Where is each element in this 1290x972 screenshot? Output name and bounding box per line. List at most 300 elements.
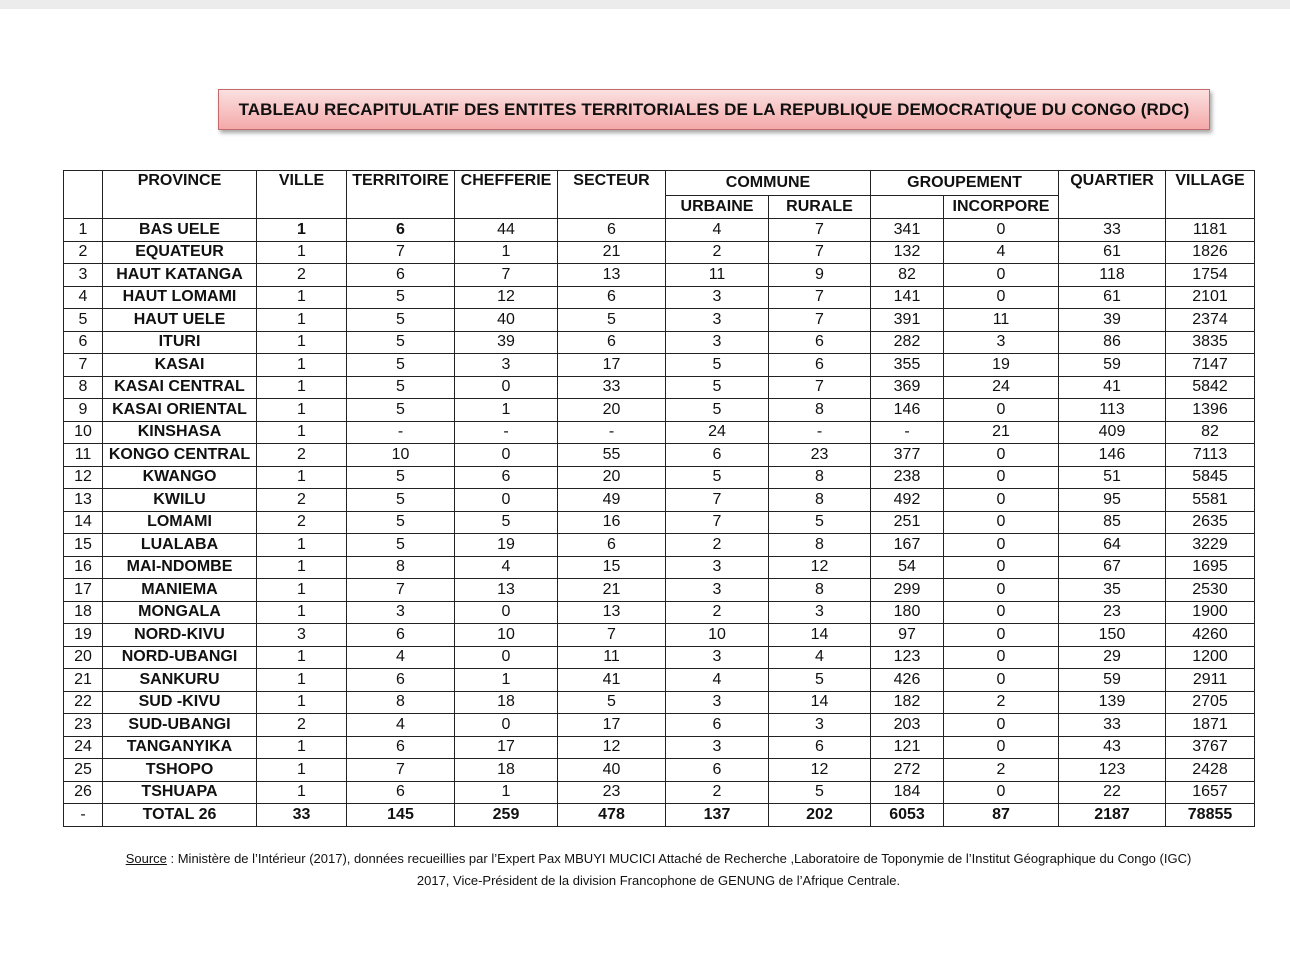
cell-quartier: 139 — [1059, 691, 1166, 714]
cell-ville: 1 — [257, 759, 347, 782]
cell-ville: 1 — [257, 331, 347, 354]
cell-village: 1826 — [1166, 241, 1255, 264]
cell-rurale: 3 — [769, 714, 871, 737]
cell-groupement: 391 — [871, 309, 944, 332]
cell-chefferie: 19 — [455, 534, 558, 557]
table-row — [64, 399, 1255, 422]
cell-chefferie: 6 — [455, 466, 558, 489]
cell-urbaine: 5 — [666, 466, 769, 489]
cell-index: 17 — [64, 579, 103, 602]
cell-index: 5 — [64, 309, 103, 332]
cell-index: 12 — [64, 466, 103, 489]
table-row — [64, 489, 1255, 512]
header-quartier: QUARTIER — [1059, 171, 1166, 219]
cell-urbaine: 2 — [666, 601, 769, 624]
cell-incorpore: 0 — [944, 264, 1059, 287]
cell-secteur: 21 — [558, 579, 666, 602]
header-index — [64, 171, 103, 219]
cell-incorpore: 0 — [944, 781, 1059, 804]
table-row — [64, 286, 1255, 309]
cell-secteur: 40 — [558, 759, 666, 782]
cell-urbaine: 6 — [666, 444, 769, 467]
cell-incorpore: 0 — [944, 714, 1059, 737]
total-quartier: 2187 — [1059, 804, 1166, 827]
cell-secteur: 55 — [558, 444, 666, 467]
cell-province: KASAI ORIENTAL — [103, 399, 257, 422]
cell-quartier: 123 — [1059, 759, 1166, 782]
cell-quartier: 409 — [1059, 421, 1166, 444]
cell-groupement: 272 — [871, 759, 944, 782]
cell-rurale: 8 — [769, 399, 871, 422]
cell-index: 16 — [64, 556, 103, 579]
cell-chefferie: 1 — [455, 399, 558, 422]
cell-ville: 1 — [257, 309, 347, 332]
cell-index: 4 — [64, 286, 103, 309]
cell-quartier: 61 — [1059, 286, 1166, 309]
table-row — [64, 421, 1255, 444]
cell-territoire: 6 — [347, 781, 455, 804]
cell-rurale: 14 — [769, 691, 871, 714]
cell-chefferie: 3 — [455, 354, 558, 377]
table-row — [64, 264, 1255, 287]
cell-village: 1871 — [1166, 714, 1255, 737]
cell-groupement: 251 — [871, 511, 944, 534]
cell-village: 1181 — [1166, 219, 1255, 242]
cell-incorpore: 0 — [944, 286, 1059, 309]
cell-secteur: 15 — [558, 556, 666, 579]
cell-index: 7 — [64, 354, 103, 377]
cell-urbaine: 6 — [666, 759, 769, 782]
cell-secteur: 12 — [558, 736, 666, 759]
cell-index: 9 — [64, 399, 103, 422]
cell-ville: 2 — [257, 264, 347, 287]
cell-index: 14 — [64, 511, 103, 534]
cell-index: 20 — [64, 646, 103, 669]
cell-secteur: 20 — [558, 466, 666, 489]
cell-secteur: 20 — [558, 399, 666, 422]
cell-incorpore: 11 — [944, 309, 1059, 332]
cell-province: TSHUAPA — [103, 781, 257, 804]
title-text: TABLEAU RECAPITULATIF DES ENTITES TERRITORIALES DE LA REPUBLIQUE DEMOCRATIQUE DU CONGO (RDC) — [238, 99, 1190, 119]
cell-urbaine: 4 — [666, 219, 769, 242]
cell-territoire: 5 — [347, 331, 455, 354]
cell-province: MAI-NDOMBE — [103, 556, 257, 579]
cell-urbaine: 3 — [666, 579, 769, 602]
cell-village: 7113 — [1166, 444, 1255, 467]
total-province: TOTAL 26 — [103, 804, 257, 827]
cell-incorpore: 3 — [944, 331, 1059, 354]
cell-village: 5845 — [1166, 466, 1255, 489]
total-territoire: 145 — [347, 804, 455, 827]
cell-groupement: 54 — [871, 556, 944, 579]
total-groupement: 6053 — [871, 804, 944, 827]
cell-rurale: 12 — [769, 556, 871, 579]
cell-rurale: 8 — [769, 579, 871, 602]
table-row — [64, 646, 1255, 669]
cell-territoire: 4 — [347, 714, 455, 737]
cell-index: 22 — [64, 691, 103, 714]
cell-urbaine: 3 — [666, 736, 769, 759]
cell-village: 2705 — [1166, 691, 1255, 714]
cell-rurale: 8 — [769, 489, 871, 512]
cell-urbaine: 3 — [666, 286, 769, 309]
cell-ville: 2 — [257, 444, 347, 467]
cell-secteur: 5 — [558, 309, 666, 332]
cell-index: 13 — [64, 489, 103, 512]
cell-rurale: 14 — [769, 624, 871, 647]
total-secteur: 478 — [558, 804, 666, 827]
cell-territoire: 7 — [347, 241, 455, 264]
cell-groupement: 182 — [871, 691, 944, 714]
header-commune: COMMUNE — [666, 171, 871, 196]
cell-index: 11 — [64, 444, 103, 467]
cell-province: MONGALA — [103, 601, 257, 624]
cell-ville: 1 — [257, 669, 347, 692]
cell-index: 23 — [64, 714, 103, 737]
cell-secteur: 7 — [558, 624, 666, 647]
cell-groupement: 377 — [871, 444, 944, 467]
cell-province: KWANGO — [103, 466, 257, 489]
table-row — [64, 601, 1255, 624]
cell-secteur: 5 — [558, 691, 666, 714]
cell-rurale: 6 — [769, 331, 871, 354]
cell-index: 21 — [64, 669, 103, 692]
cell-territoire: 6 — [347, 264, 455, 287]
cell-province: LOMAMI — [103, 511, 257, 534]
cell-quartier: 95 — [1059, 489, 1166, 512]
cell-province: NORD-KIVU — [103, 624, 257, 647]
cell-territoire: 5 — [347, 511, 455, 534]
cell-groupement: 180 — [871, 601, 944, 624]
cell-province: SANKURU — [103, 669, 257, 692]
cell-incorpore: 0 — [944, 669, 1059, 692]
cell-chefferie: 39 — [455, 331, 558, 354]
source-text-1: : Ministère de l’Intérieur (2017), données recueillies par l’Expert Pax MBUYI MUCICI Attaché de Recherche ,Laboratoire de Toponymie de l’Institut Géographique du Congo (IGC) — [166, 851, 1192, 866]
cell-quartier: 86 — [1059, 331, 1166, 354]
cell-index: 10 — [64, 421, 103, 444]
cell-index: 25 — [64, 759, 103, 782]
cell-secteur: 11 — [558, 646, 666, 669]
table-body — [64, 219, 1255, 827]
cell-ville: 2 — [257, 489, 347, 512]
cell-urbaine: 7 — [666, 489, 769, 512]
cell-village: 1396 — [1166, 399, 1255, 422]
cell-province: KONGO CENTRAL — [103, 444, 257, 467]
cell-rurale: 8 — [769, 466, 871, 489]
cell-quartier: 61 — [1059, 241, 1166, 264]
cell-province: KASAI — [103, 354, 257, 377]
cell-secteur: 16 — [558, 511, 666, 534]
cell-groupement: 97 — [871, 624, 944, 647]
cell-chefferie: 17 — [455, 736, 558, 759]
cell-province: TSHOPO — [103, 759, 257, 782]
cell-incorpore: 0 — [944, 579, 1059, 602]
cell-chefferie: 0 — [455, 376, 558, 399]
cell-groupement: 141 — [871, 286, 944, 309]
header-incorpore: INCORPORE — [944, 196, 1059, 219]
cell-groupement: 82 — [871, 264, 944, 287]
cell-groupement: 146 — [871, 399, 944, 422]
cell-ville: 1 — [257, 399, 347, 422]
cell-territoire: 3 — [347, 601, 455, 624]
cell-village: 1695 — [1166, 556, 1255, 579]
header-territoire: TERRITOIRE — [347, 171, 455, 219]
cell-incorpore: 19 — [944, 354, 1059, 377]
cell-province: NORD-UBANGI — [103, 646, 257, 669]
cell-secteur: 33 — [558, 376, 666, 399]
cell-rurale: - — [769, 421, 871, 444]
cell-rurale: 7 — [769, 376, 871, 399]
cell-incorpore: 0 — [944, 219, 1059, 242]
cell-urbaine: 6 — [666, 714, 769, 737]
cell-chefferie: 1 — [455, 669, 558, 692]
cell-village: 5581 — [1166, 489, 1255, 512]
cell-rurale: 23 — [769, 444, 871, 467]
cell-groupement: 299 — [871, 579, 944, 602]
table-row — [64, 309, 1255, 332]
cell-chefferie: 0 — [455, 489, 558, 512]
total-village: 78855 — [1166, 804, 1255, 827]
cell-village: 1900 — [1166, 601, 1255, 624]
cell-incorpore: 4 — [944, 241, 1059, 264]
cell-quartier: 43 — [1059, 736, 1166, 759]
cell-index: 2 — [64, 241, 103, 264]
cell-chefferie: 18 — [455, 691, 558, 714]
cell-ville: 2 — [257, 714, 347, 737]
cell-groupement: 492 — [871, 489, 944, 512]
cell-urbaine: 3 — [666, 646, 769, 669]
total-row — [64, 804, 1255, 827]
cell-quartier: 41 — [1059, 376, 1166, 399]
cell-quartier: 150 — [1059, 624, 1166, 647]
cell-chefferie: 1 — [455, 781, 558, 804]
cell-village: 1657 — [1166, 781, 1255, 804]
total-incorpore: 87 — [944, 804, 1059, 827]
cell-village: 2374 — [1166, 309, 1255, 332]
cell-territoire: 7 — [347, 579, 455, 602]
cell-territoire: 6 — [347, 736, 455, 759]
header-urbaine: URBAINE — [666, 196, 769, 219]
table-row — [64, 331, 1255, 354]
cell-ville: 3 — [257, 624, 347, 647]
cell-quartier: 118 — [1059, 264, 1166, 287]
cell-urbaine: 5 — [666, 354, 769, 377]
cell-incorpore: 0 — [944, 399, 1059, 422]
cell-territoire: 5 — [347, 376, 455, 399]
cell-rurale: 3 — [769, 601, 871, 624]
cell-village: 2530 — [1166, 579, 1255, 602]
cell-secteur: 6 — [558, 331, 666, 354]
cell-ville: 1 — [257, 241, 347, 264]
header-ville: VILLE — [257, 171, 347, 219]
cell-quartier: 29 — [1059, 646, 1166, 669]
cell-territoire: 6 — [347, 219, 455, 242]
cell-incorpore: 0 — [944, 556, 1059, 579]
cell-village: 5842 — [1166, 376, 1255, 399]
cell-chefferie: 18 — [455, 759, 558, 782]
cell-quartier: 23 — [1059, 601, 1166, 624]
cell-province: TANGANYIKA — [103, 736, 257, 759]
cell-urbaine: 7 — [666, 511, 769, 534]
cell-urbaine: 4 — [666, 669, 769, 692]
table-row — [64, 691, 1255, 714]
cell-incorpore: 0 — [944, 601, 1059, 624]
cell-territoire: 6 — [347, 669, 455, 692]
cell-rurale: 4 — [769, 646, 871, 669]
cell-province: MANIEMA — [103, 579, 257, 602]
cell-village: 2911 — [1166, 669, 1255, 692]
cell-chefferie: 12 — [455, 286, 558, 309]
cell-province: HAUT UELE — [103, 309, 257, 332]
cell-village: 2101 — [1166, 286, 1255, 309]
cell-chefferie: 5 — [455, 511, 558, 534]
cell-territoire: 5 — [347, 286, 455, 309]
cell-ville: 1 — [257, 781, 347, 804]
cell-ville: 1 — [257, 376, 347, 399]
table-row — [64, 466, 1255, 489]
cell-village: 1754 — [1166, 264, 1255, 287]
cell-incorpore: 0 — [944, 534, 1059, 557]
cell-ville: 1 — [257, 219, 347, 242]
cell-secteur: 49 — [558, 489, 666, 512]
cell-chefferie: 1 — [455, 241, 558, 264]
cell-groupement: 123 — [871, 646, 944, 669]
cell-chefferie: 13 — [455, 579, 558, 602]
table-row — [64, 714, 1255, 737]
cell-ville: 1 — [257, 286, 347, 309]
cell-territoire: 5 — [347, 534, 455, 557]
cell-quartier: 22 — [1059, 781, 1166, 804]
cell-quartier: 51 — [1059, 466, 1166, 489]
cell-index: 8 — [64, 376, 103, 399]
cell-ville: 1 — [257, 579, 347, 602]
cell-incorpore: 24 — [944, 376, 1059, 399]
cell-index: 18 — [64, 601, 103, 624]
cell-territoire: 8 — [347, 691, 455, 714]
cell-quartier: 146 — [1059, 444, 1166, 467]
source-line-2: 2017, Vice-Président de la division Francophone de GENUNG de l’Afrique Centrale. — [416, 873, 901, 888]
cell-rurale: 5 — [769, 511, 871, 534]
table-row — [64, 219, 1255, 242]
total-urbaine: 137 — [666, 804, 769, 827]
cell-province: ITURI — [103, 331, 257, 354]
cell-rurale: 7 — [769, 286, 871, 309]
cell-province: LUALABA — [103, 534, 257, 557]
cell-urbaine: 24 — [666, 421, 769, 444]
total-rurale: 202 — [769, 804, 871, 827]
cell-incorpore: 0 — [944, 736, 1059, 759]
table-row — [64, 781, 1255, 804]
cell-urbaine: 10 — [666, 624, 769, 647]
cell-index: 26 — [64, 781, 103, 804]
cell-village: 82 — [1166, 421, 1255, 444]
cell-quartier: 33 — [1059, 219, 1166, 242]
cell-ville: 1 — [257, 556, 347, 579]
cell-incorpore: 0 — [944, 466, 1059, 489]
total-chefferie: 259 — [455, 804, 558, 827]
header-groupement: GROUPEMENT — [871, 171, 1059, 196]
cell-incorpore: 0 — [944, 489, 1059, 512]
cell-groupement: - — [871, 421, 944, 444]
cell-rurale: 7 — [769, 219, 871, 242]
cell-chefferie: 7 — [455, 264, 558, 287]
header-row — [64, 171, 1255, 196]
cell-urbaine: 11 — [666, 264, 769, 287]
cell-rurale: 12 — [769, 759, 871, 782]
cell-ville: 1 — [257, 421, 347, 444]
cell-rurale: 5 — [769, 669, 871, 692]
cell-village: 2428 — [1166, 759, 1255, 782]
top-strip — [0, 0, 1290, 9]
cell-province: SUD-UBANGI — [103, 714, 257, 737]
cell-quartier: 39 — [1059, 309, 1166, 332]
cell-secteur: 17 — [558, 354, 666, 377]
cell-rurale: 9 — [769, 264, 871, 287]
cell-chefferie: 0 — [455, 646, 558, 669]
cell-urbaine: 3 — [666, 331, 769, 354]
cell-incorpore: 0 — [944, 444, 1059, 467]
table-row — [64, 579, 1255, 602]
cell-chefferie: 0 — [455, 444, 558, 467]
header-groupement-total — [871, 196, 944, 219]
cell-ville: 2 — [257, 511, 347, 534]
cell-territoire: 8 — [347, 556, 455, 579]
cell-village: 2635 — [1166, 511, 1255, 534]
cell-secteur: 21 — [558, 241, 666, 264]
cell-quartier: 35 — [1059, 579, 1166, 602]
cell-urbaine: 5 — [666, 399, 769, 422]
cell-secteur: 6 — [558, 219, 666, 242]
cell-groupement: 282 — [871, 331, 944, 354]
header-village: VILLAGE — [1166, 171, 1255, 219]
cell-incorpore: 2 — [944, 691, 1059, 714]
cell-rurale: 6 — [769, 354, 871, 377]
cell-ville: 1 — [257, 354, 347, 377]
cell-groupement: 355 — [871, 354, 944, 377]
cell-village: 1200 — [1166, 646, 1255, 669]
cell-index: 15 — [64, 534, 103, 557]
table-row — [64, 669, 1255, 692]
cell-incorpore: 0 — [944, 646, 1059, 669]
cell-rurale: 7 — [769, 241, 871, 264]
cell-quartier: 85 — [1059, 511, 1166, 534]
cell-urbaine: 2 — [666, 534, 769, 557]
source-line-1 — [63, 848, 1254, 870]
cell-chefferie: 10 — [455, 624, 558, 647]
table-row — [64, 354, 1255, 377]
cell-secteur: 6 — [558, 534, 666, 557]
page-title — [218, 89, 1210, 130]
cell-village: 7147 — [1166, 354, 1255, 377]
cell-urbaine: 2 — [666, 241, 769, 264]
total-index: - — [64, 804, 103, 827]
cell-territoire: 5 — [347, 489, 455, 512]
cell-quartier: 67 — [1059, 556, 1166, 579]
cell-groupement: 132 — [871, 241, 944, 264]
cell-groupement: 238 — [871, 466, 944, 489]
cell-secteur: 13 — [558, 601, 666, 624]
cell-province: EQUATEUR — [103, 241, 257, 264]
cell-urbaine: 3 — [666, 309, 769, 332]
cell-province: KINSHASA — [103, 421, 257, 444]
cell-province: KWILU — [103, 489, 257, 512]
cell-ville: 1 — [257, 691, 347, 714]
cell-quartier: 113 — [1059, 399, 1166, 422]
cell-province: SUD -KIVU — [103, 691, 257, 714]
cell-incorpore: 2 — [944, 759, 1059, 782]
cell-index: 24 — [64, 736, 103, 759]
cell-index: 1 — [64, 219, 103, 242]
